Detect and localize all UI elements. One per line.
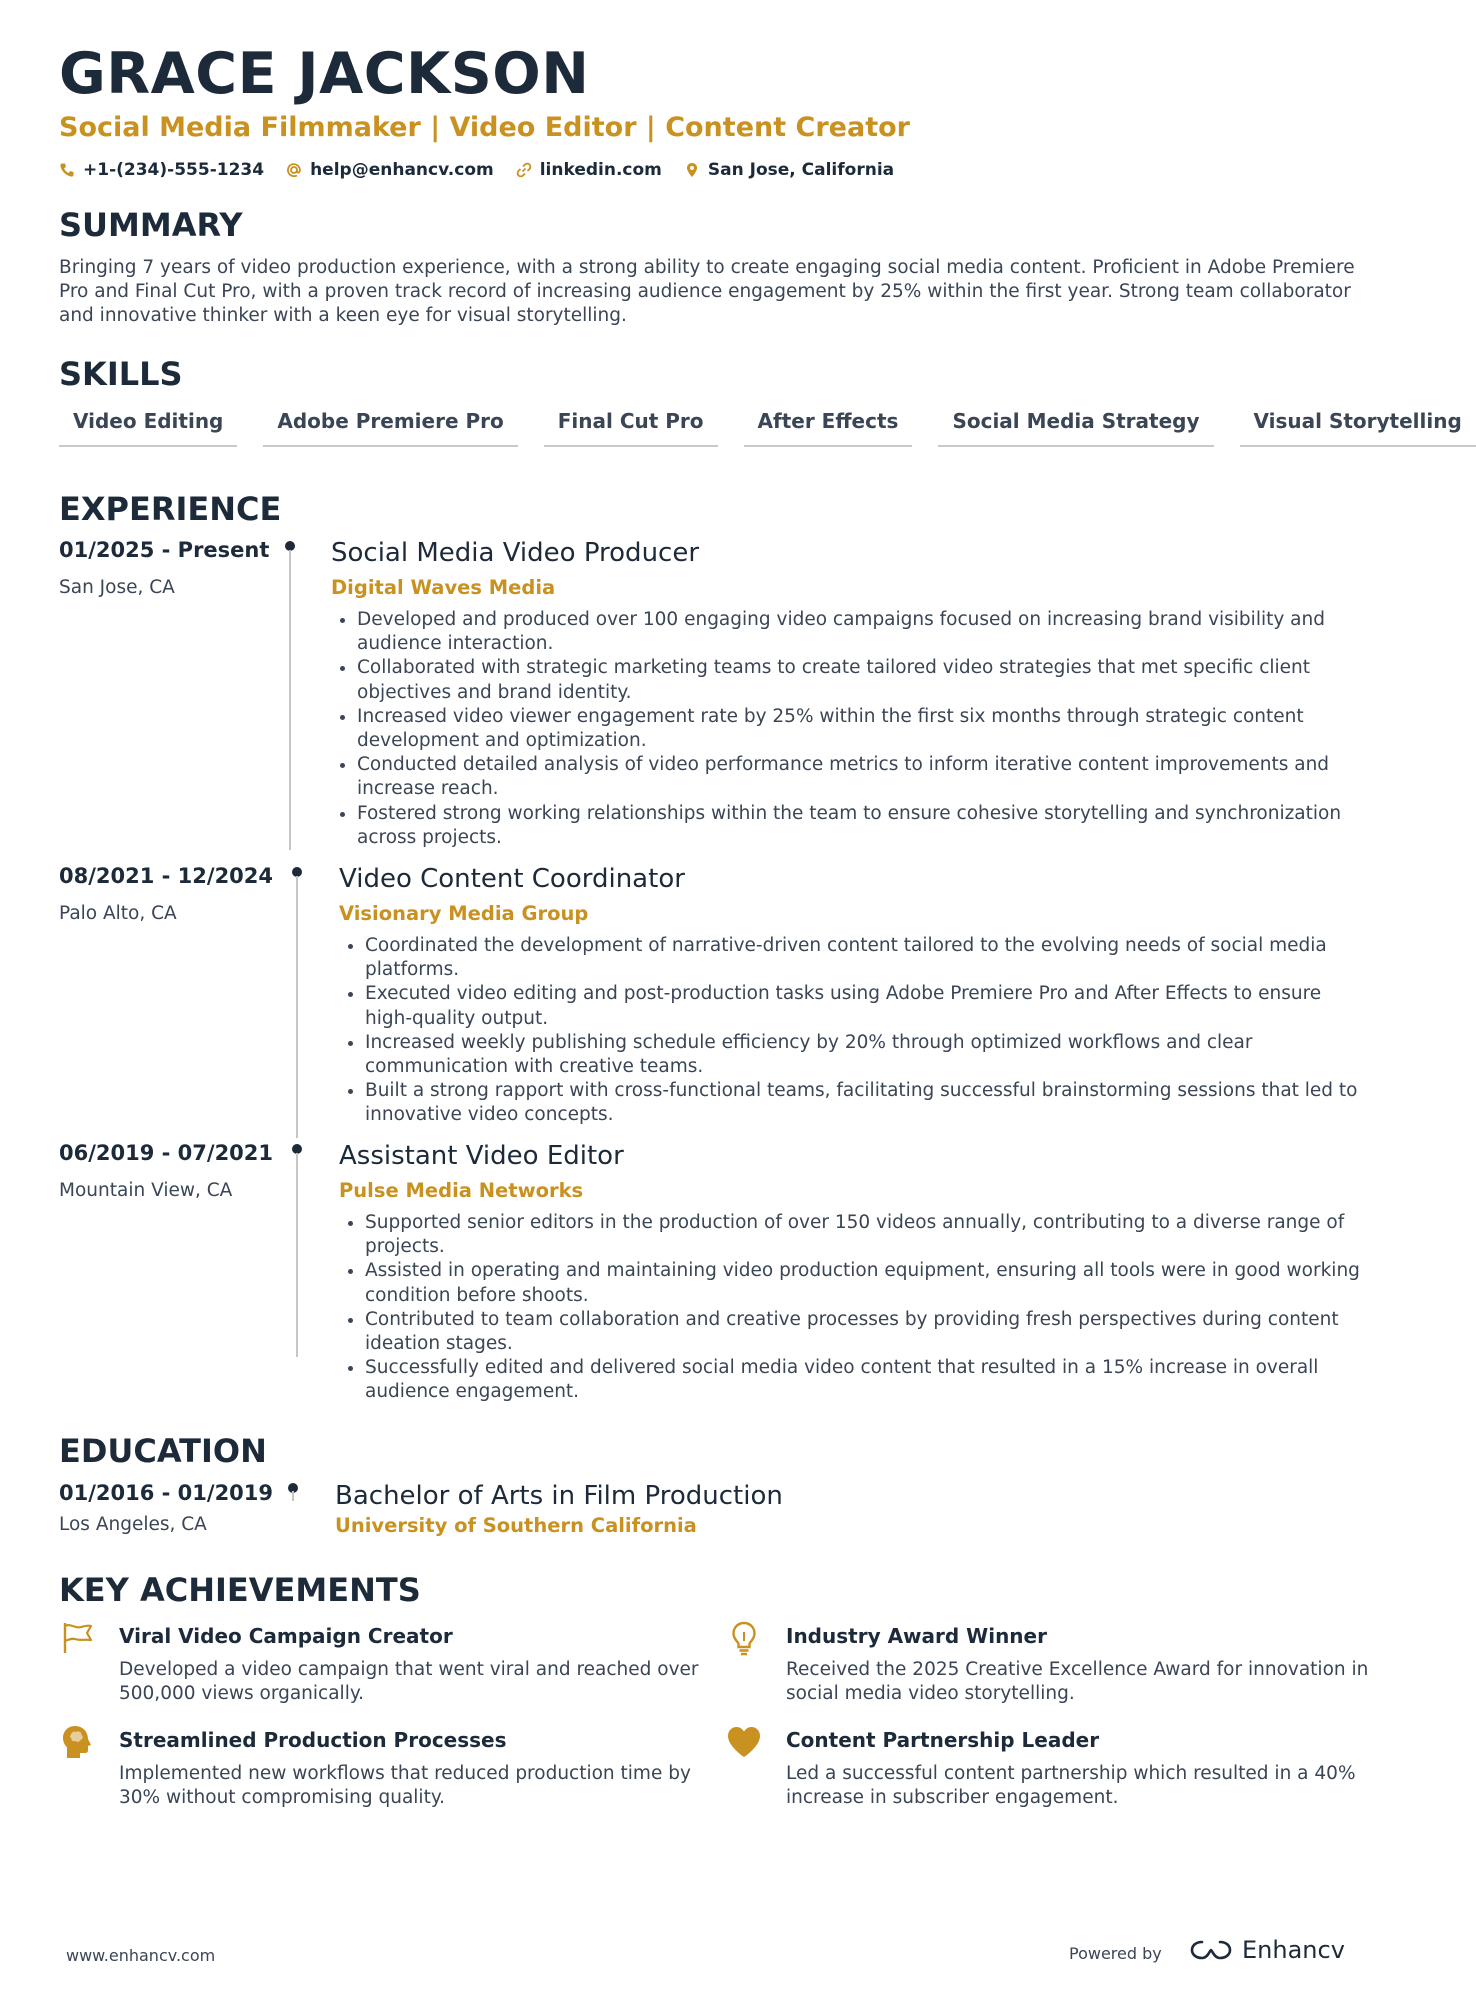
candidate-headline: Social Media Filmmaker | Video Editor | Content Creator <box>59 112 910 143</box>
flag-icon <box>59 1620 95 1656</box>
job-title: Assistant Video Editor <box>339 1141 624 1171</box>
education-heading: EDUCATION <box>59 1432 267 1470</box>
education-location: Los Angeles, CA <box>59 1514 207 1535</box>
experience-date: 08/2021 - 12/2024 <box>59 864 274 888</box>
footer-url[interactable]: www.enhancv.com <box>66 1946 216 1965</box>
achievements-heading: KEY ACHIEVEMENTS <box>59 1571 421 1609</box>
experience-bullet: • Executed video editing and post-production tasks using Adobe Premiere Pro and After Effects to ensure high-quality output. <box>365 982 1365 1030</box>
timeline-line <box>296 1153 298 1357</box>
timeline-line <box>296 876 298 1138</box>
contact-phone-text: +1-(234)-555-1234 <box>83 160 265 180</box>
experience-bullets <box>331 608 1357 850</box>
company-name: Digital Waves Media <box>331 576 556 599</box>
achievement-desc: Received the 2025 Creative Excellence Award for innovation in social media video storytelling. <box>786 1659 1369 1704</box>
experience-bullet: • Developed and produced over 100 engaging video campaigns focused on increasing brand visibility and audience interaction. <box>357 608 1357 656</box>
brand-logo[interactable] <box>1188 1936 1345 1964</box>
skill-tag: After Effects <box>744 409 913 447</box>
lightbulb-icon <box>726 1620 762 1656</box>
contact-email-text: help@enhancv.com <box>310 160 494 180</box>
achievement-desc: Developed a video campaign that went viral and reached over 500,000 views organically. <box>119 1659 699 1704</box>
experience-date: 01/2025 - Present <box>59 538 270 562</box>
achievement-desc: Implemented new workflows that reduced production time by 30% without compromising quality. <box>119 1763 691 1808</box>
experience-date: 06/2019 - 07/2021 <box>59 1141 274 1165</box>
job-title: Social Media Video Producer <box>331 538 700 568</box>
candidate-name: GRACE JACKSON <box>59 41 590 107</box>
achievement-title: Viral Video Campaign Creator <box>119 1624 453 1648</box>
experience-bullet: • Supported senior editors in the production of over 150 videos annually, contributing to a diverse range of projects. <box>365 1211 1365 1259</box>
contact-email[interactable] <box>286 160 494 180</box>
school-name: University of Southern California <box>335 1514 697 1537</box>
brand-name: Enhancv <box>1242 1936 1345 1964</box>
achievement-title: Industry Award Winner <box>786 1624 1047 1648</box>
experience-bullet: • Built a strong rapport with cross-functional teams, facilitating successful brainstorming sessions that led to innovative video concepts. <box>365 1079 1365 1127</box>
job-title: Video Content Coordinator <box>339 864 685 894</box>
timeline-line <box>289 550 291 850</box>
timeline-line <box>292 1491 294 1501</box>
experience-location: Mountain View, CA <box>59 1180 233 1201</box>
experience-heading: EXPERIENCE <box>59 490 282 528</box>
skill-tag: Visual Storytelling <box>1240 409 1476 447</box>
summary-text: Bringing 7 years of video production experience, with a strong ability to create engaging social media content. Proficient in Adobe Premiere Pro and Final Cut Pro, with a proven track record of increasing audience engagement by 25% within the first year. Strong team collaborator and innovative thinker with a keen eye for visual storytelling. <box>59 257 1355 326</box>
company-name: Pulse Media Networks <box>339 1179 584 1202</box>
experience-bullet: • Conducted detailed analysis of video performance metrics to inform iterative content improvements and increase reach. <box>357 753 1357 801</box>
experience-bullet: • Successfully edited and delivered social media video content that resulted in a 15% increase in overall audience engagement. <box>365 1356 1365 1404</box>
phone-icon <box>59 162 75 178</box>
at-icon <box>286 162 302 178</box>
experience-bullet: • Increased video viewer engagement rate by 25% within the first six months through strategic content development and optimization. <box>357 705 1357 753</box>
achievement-title: Content Partnership Leader <box>786 1728 1100 1752</box>
powered-by-label: Powered by <box>1069 1944 1162 1963</box>
skills-heading: SKILLS <box>59 355 183 393</box>
brain-head-icon <box>59 1724 95 1760</box>
experience-bullet: • Assisted in operating and maintaining video production equipment, ensuring all tools were in good working condition before shoots. <box>365 1259 1365 1307</box>
experience-bullet: • Contributed to team collaboration and creative processes by providing fresh perspectives during content ideation stages. <box>365 1308 1365 1356</box>
summary-heading: SUMMARY <box>59 206 243 244</box>
enhancv-logo-icon <box>1188 1937 1234 1963</box>
experience-bullet: • Collaborated with strategic marketing teams to create tailored video strategies that met specific client objectives and brand identity. <box>357 656 1357 704</box>
contact-location <box>684 160 894 180</box>
degree-title: Bachelor of Arts in Film Production <box>335 1481 783 1511</box>
achievement-desc: Led a successful content partnership which resulted in a 40% increase in subscriber engagement. <box>786 1763 1356 1808</box>
education-date: 01/2016 - 01/2019 <box>59 1481 274 1505</box>
skill-tag: Final Cut Pro <box>544 409 718 447</box>
contact-bar <box>59 160 894 180</box>
experience-location: Palo Alto, CA <box>59 903 177 924</box>
achievement-title: Streamlined Production Processes <box>119 1728 507 1752</box>
experience-bullets <box>339 934 1365 1128</box>
skills-list <box>59 409 1476 447</box>
contact-linkedin-text: linkedin.com <box>539 160 662 180</box>
experience-location: San Jose, CA <box>59 577 175 598</box>
experience-bullet: • Coordinated the development of narrative-driven content tailored to the evolving needs of social media platforms. <box>365 934 1365 982</box>
experience-bullets <box>339 1211 1365 1405</box>
skill-tag: Adobe Premiere Pro <box>263 409 517 447</box>
company-name: Visionary Media Group <box>339 902 589 925</box>
heart-icon <box>726 1724 762 1760</box>
experience-bullet: • Fostered strong working relationships within the team to ensure cohesive storytelling and synchronization across projects. <box>357 802 1357 850</box>
contact-phone[interactable] <box>59 160 264 180</box>
experience-bullet: • Increased weekly publishing schedule efficiency by 20% through optimized workflows and clear communication with creative teams. <box>365 1031 1365 1079</box>
skill-tag: Social Media Strategy <box>938 409 1213 447</box>
location-pin-icon <box>684 162 700 178</box>
contact-linkedin[interactable] <box>516 160 662 180</box>
link-icon <box>516 162 532 178</box>
skill-tag: Video Editing <box>59 409 237 447</box>
contact-location-text: San Jose, California <box>707 160 895 180</box>
